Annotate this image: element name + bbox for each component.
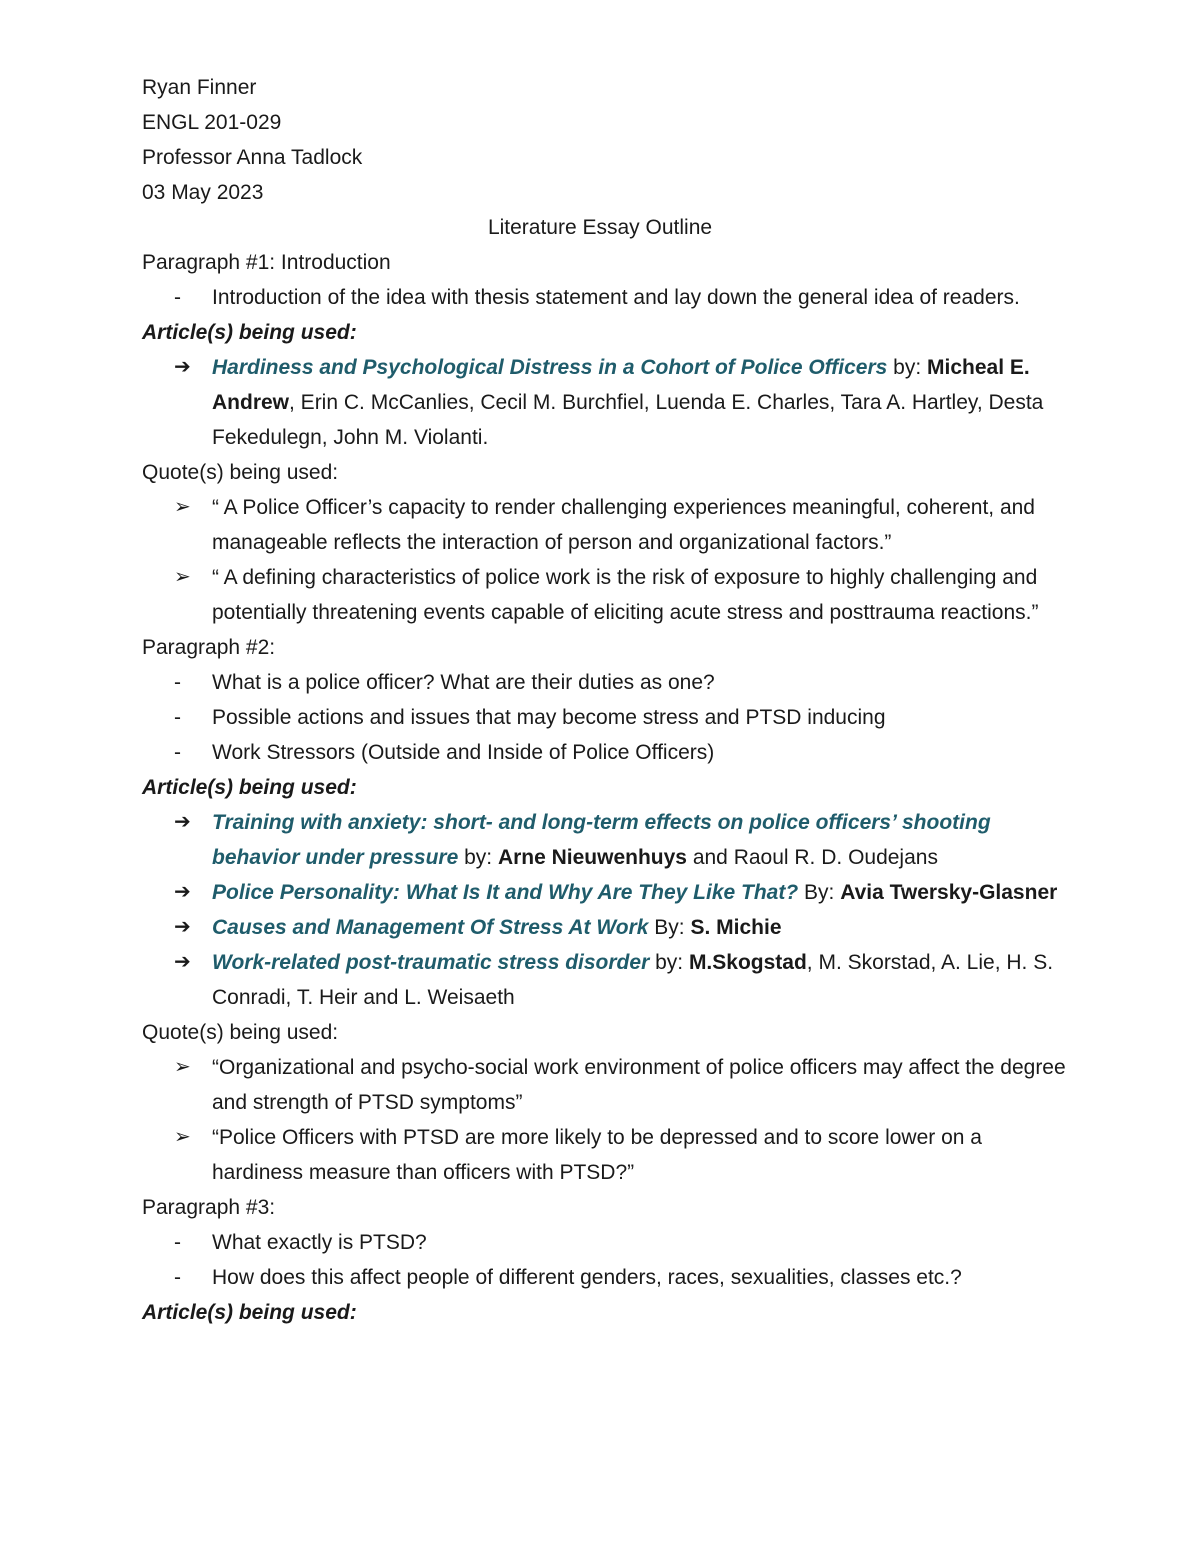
point-text: Work Stressors (Outside and Inside of Police Officers): [212, 741, 715, 764]
document-content: [142, 70, 1072, 1330]
article-lead-author: Avia Twersky-Glasner: [840, 881, 1058, 904]
quote-text: “ A Police Officer’s capacity to render challenging experiences meaningful, coherent, and manageable reflects the interaction of person and organizational factors.”: [212, 496, 1035, 554]
arrow-right-icon: ➔: [174, 811, 191, 833]
article-item: [142, 875, 1072, 910]
articles-label: Article(s) being used:: [142, 1301, 357, 1324]
quote-text: “Organizational and psycho-social work environment of police officers may affect the degree and strength of PTSD symptoms”: [212, 1056, 1066, 1114]
article-other-authors: , Erin C. McCanlies, Cecil M. Burchfiel, Luenda E. Charles, Tara A. Hartley, Desta Fekedulegn, John M. Violanti.: [212, 391, 1044, 449]
article-item: [142, 945, 1072, 1015]
article-lead-author: S. Michie: [690, 916, 782, 939]
article-lead-author: Micheal E. Andrew: [212, 356, 1030, 414]
article-title: Police Personality: What Is It and Why Are They Like That?: [212, 881, 799, 904]
article-lead-author: M.Skogstad: [688, 951, 807, 974]
article-by: By:: [798, 881, 841, 904]
article-other-authors: and Raoul R. D. Oudejans: [686, 846, 938, 869]
quote-text: “Police Officers with PTSD are more likely to be depressed and to score lower on a hardiness measure than officers with PTSD?”: [212, 1126, 982, 1184]
article-lead-author: Arne Nieuwenhuys: [497, 846, 687, 869]
point-text: Possible actions and issues that may become stress and PTSD inducing: [212, 706, 886, 729]
point-text: Introduction of the idea with thesis statement and lay down the general idea of readers.: [212, 286, 1020, 309]
quote-text: “ A defining characteristics of police work is the risk of exposure to highly challenging and potentially threatening events capable of eliciting acute stress and posttrauma reactions.”: [212, 566, 1039, 624]
course-code: ENGL 201-029: [142, 111, 282, 134]
article-title: Training with anxiety: short- and long-term effects on police officers’ shooting behavior under pressure: [212, 811, 991, 869]
document-title: Literature Essay Outline: [487, 216, 713, 239]
article-title: Causes and Management Of Stress At Work: [212, 916, 649, 939]
paragraph-3-heading: Paragraph #3:: [142, 1196, 276, 1219]
article-citation: [212, 875, 1072, 910]
articles-label: Article(s) being used:: [142, 776, 357, 799]
quote-item: [142, 1120, 1072, 1190]
arrow-right-icon: ➔: [174, 356, 191, 378]
list-item: [142, 735, 1072, 770]
professor-name: Professor Anna Tadlock: [142, 146, 363, 169]
document-date: 03 May 2023: [142, 181, 264, 204]
arrow-right-icon: ➔: [174, 916, 191, 938]
article-item: [142, 910, 1072, 945]
quote-item: [142, 490, 1072, 560]
author-name: Ryan Finner: [142, 76, 257, 99]
article-other-authors: , M. Skorstad, A. Lie, H. S. Conradi, T. Heir and L. Weisaeth: [212, 951, 1054, 1009]
point-text: What exactly is PTSD?: [212, 1231, 427, 1254]
article-by: by:: [887, 356, 927, 379]
paragraph-2-heading: Paragraph #2:: [142, 636, 276, 659]
list-item: [142, 1260, 1072, 1295]
triangle-bullet-icon: ➢: [174, 1126, 191, 1148]
point-text: How does this affect people of different genders, races, sexualities, classes etc.?: [212, 1266, 962, 1289]
article-item: [142, 805, 1072, 875]
list-item: [142, 1225, 1072, 1260]
quote-item: [142, 1050, 1072, 1120]
dash-bullet: -: [174, 286, 181, 309]
articles-label: Article(s) being used:: [142, 321, 357, 344]
triangle-bullet-icon: ➢: [174, 566, 191, 588]
paragraph-1-heading: Paragraph #1: Introduction: [142, 251, 391, 274]
quotes-label: Quote(s) being used:: [142, 1021, 339, 1044]
arrow-right-icon: ➔: [174, 951, 191, 973]
point-text: What is a police officer? What are their duties as one?: [212, 671, 715, 694]
dash-bullet: -: [174, 706, 181, 729]
article-by: By:: [648, 916, 691, 939]
triangle-bullet-icon: ➢: [174, 1056, 191, 1078]
article-citation: [212, 910, 1072, 945]
article-item: [142, 350, 1072, 455]
article-citation: [212, 805, 1072, 875]
list-item: [142, 280, 1072, 315]
article-citation: [212, 945, 1072, 1015]
arrow-right-icon: ➔: [174, 881, 191, 903]
article-citation: [212, 350, 1072, 455]
list-item: [142, 665, 1072, 700]
article-title: Hardiness and Psychological Distress in a Cohort of Police Officers: [212, 356, 888, 379]
dash-bullet: -: [174, 1231, 181, 1254]
triangle-bullet-icon: ➢: [174, 496, 191, 518]
article-by: by:: [458, 846, 498, 869]
quotes-label: Quote(s) being used:: [142, 461, 339, 484]
article-by: by:: [649, 951, 689, 974]
dash-bullet: -: [174, 741, 181, 764]
list-item: [142, 700, 1072, 735]
dash-bullet: -: [174, 1266, 181, 1289]
article-title: Work-related post-traumatic stress disorder: [212, 951, 650, 974]
dash-bullet: -: [174, 671, 181, 694]
quote-item: [142, 560, 1072, 630]
